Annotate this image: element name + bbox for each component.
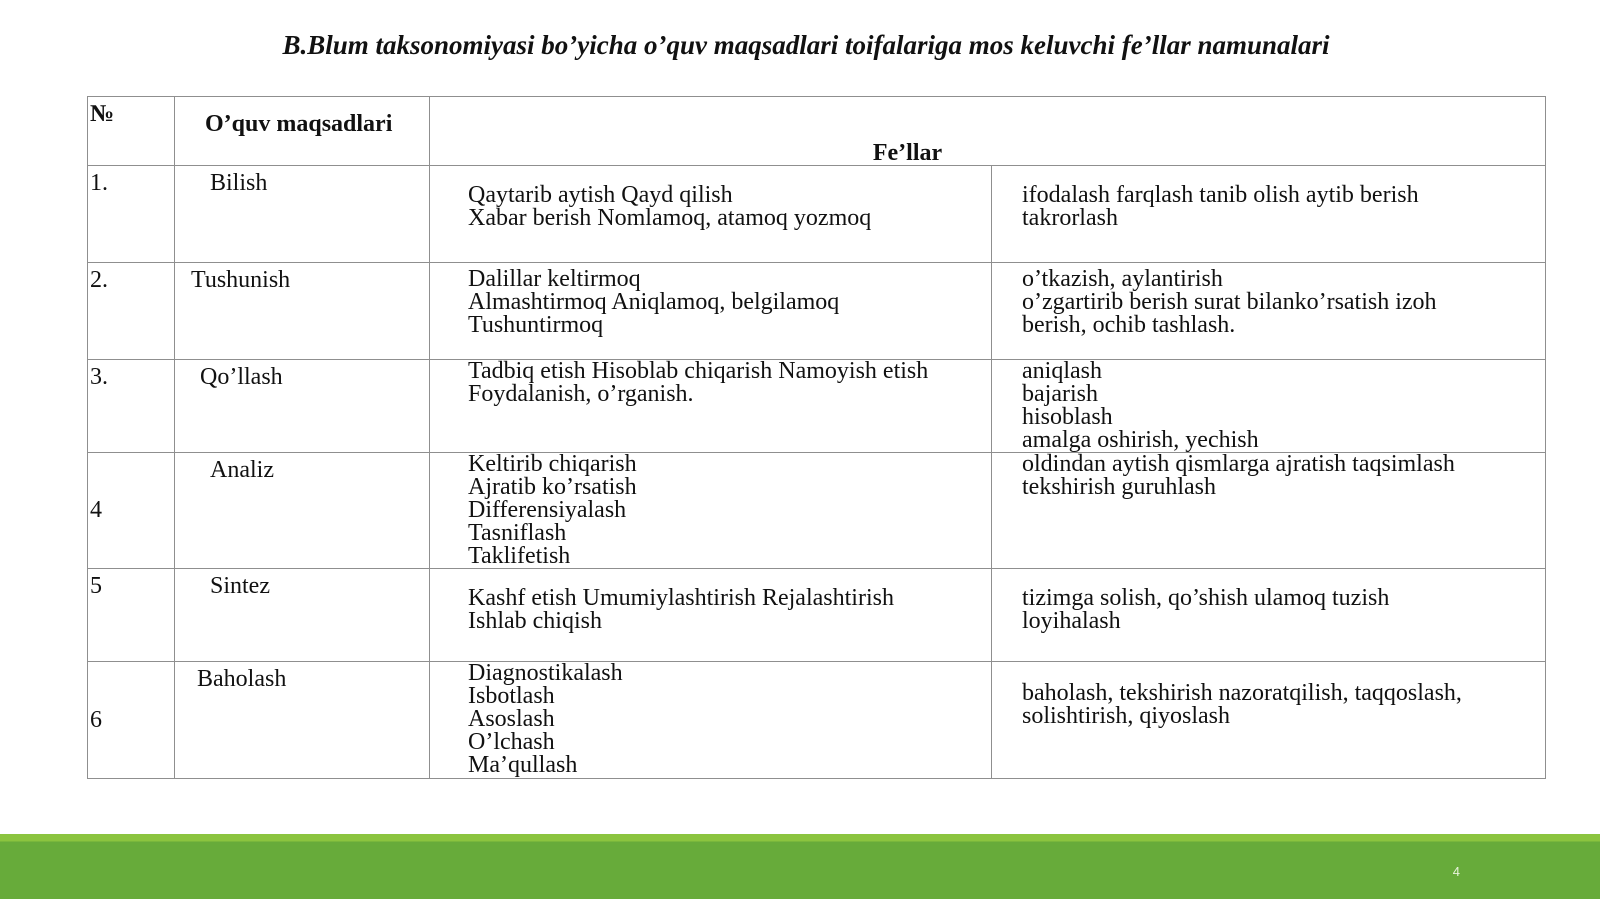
verb-line: o’tkazish, aylantirish — [1022, 266, 1223, 292]
verb-line: Differensiyalash — [468, 497, 627, 523]
verb-line: Ajratib ko’rsatish — [468, 474, 637, 500]
verb-line: Kashf etish Umumiylashtirish Rejalashtirish — [468, 585, 894, 611]
verb-line: o’zgartirib berish surat bilanko’rsatish izoh — [1022, 289, 1437, 315]
row-num: 2. — [88, 263, 175, 360]
verb-line: ifodalash farqlash tanib olish aytib berish — [1022, 182, 1419, 208]
row-goal: Tushunish — [175, 263, 430, 360]
verb-line: Qaytarib aytish Qayd qilish — [468, 182, 733, 208]
verb-line: Tadbiq etish Hisoblab chiqarish Namoyish etish — [468, 359, 929, 384]
verb-line: Tasniflash — [468, 520, 567, 546]
verb-line: Xabar berish Nomlamoq, atamoq yozmoq — [468, 205, 872, 231]
row-goal: Baholash — [175, 662, 430, 779]
verb-line: takrorlash — [1022, 205, 1118, 231]
row-verbs-a — [430, 662, 992, 779]
row-verbs-b — [992, 662, 1546, 779]
row-verbs-b — [992, 166, 1546, 263]
verb-line: solishtirish, qiyoslash — [1022, 703, 1231, 729]
header-verbs — [430, 97, 1546, 166]
verb-line: Dalillar keltirmoq — [468, 266, 641, 292]
verb-line: Taklifetish — [468, 543, 571, 569]
table-row — [88, 453, 1546, 569]
table-row — [88, 360, 1546, 453]
table-row — [88, 263, 1546, 360]
row-goal: Bilish — [175, 166, 430, 263]
row-verbs-b — [992, 263, 1546, 360]
verb-line: loyihalash — [1022, 608, 1121, 634]
table-row — [88, 569, 1546, 662]
table-header-row — [88, 97, 1546, 166]
table-row — [88, 166, 1546, 263]
verb-line: tizimga solish, qo’shish ulamoq tuzish — [1022, 585, 1390, 611]
row-goal: Sintez — [175, 569, 430, 662]
verb-line: tekshirish guruhlash — [1022, 474, 1216, 500]
taxonomy-table — [87, 96, 1546, 779]
verb-line: berish, ochib tashlash. — [1022, 312, 1236, 338]
verb-line: Foydalanish, o’rganish. — [468, 381, 694, 407]
page-number: 4 — [1452, 864, 1460, 879]
row-num: 4 — [88, 453, 175, 569]
row-verbs-a — [430, 360, 992, 453]
row-verbs-a — [430, 453, 992, 569]
verb-line: Ishlab chiqish — [468, 608, 602, 634]
header-goal-label: O’quv maqsadlari — [205, 111, 393, 137]
row-num: 1. — [88, 166, 175, 263]
footer-bar — [0, 834, 1600, 899]
row-verbs-b — [992, 569, 1546, 662]
row-num: 5 — [88, 569, 175, 662]
verb-line: baholash, tekshirish nazoratqilish, taqqoslash, — [1022, 680, 1462, 706]
verb-line: Asoslash — [468, 706, 555, 732]
row-num: 3. — [88, 360, 175, 453]
table-row — [88, 662, 1546, 779]
verb-line: Tushuntirmoq — [468, 312, 604, 338]
verb-line: Isbotlash — [468, 683, 555, 709]
verb-line: oldindan aytish qismlarga ajratish taqsimlash — [1022, 452, 1455, 477]
verb-line: hisoblash — [1022, 404, 1113, 430]
verb-line: amalga oshirish, yechish — [1022, 427, 1259, 453]
verb-line: O’lchash — [468, 729, 555, 755]
row-verbs-a — [430, 569, 992, 662]
verb-line: aniqlash — [1022, 359, 1102, 384]
verb-line: Ma’qullash — [468, 752, 578, 778]
header-verbs-label: Fe’llar — [872, 140, 943, 166]
header-num: № — [88, 97, 175, 166]
header-goal — [175, 97, 430, 166]
verb-line: bajarish — [1022, 381, 1098, 407]
row-goal: Analiz — [175, 453, 430, 569]
verb-line: Diagnostikalash — [468, 661, 623, 686]
slide-title: B.Blum taksonomiyasi bo’yicha o’quv maqsadlari toifalariga mos keluvchi fe’llar namunalari — [282, 30, 1330, 60]
row-verbs-b — [992, 453, 1546, 569]
row-num: 6 — [88, 662, 175, 779]
verb-line: Almashtirmoq Aniqlamoq, belgilamoq — [468, 289, 840, 315]
row-verbs-a — [430, 263, 992, 360]
row-goal: Qo’llash — [175, 360, 430, 453]
row-verbs-b — [992, 360, 1546, 453]
verb-line: Keltirib chiqarish — [468, 452, 637, 477]
row-verbs-a — [430, 166, 992, 263]
